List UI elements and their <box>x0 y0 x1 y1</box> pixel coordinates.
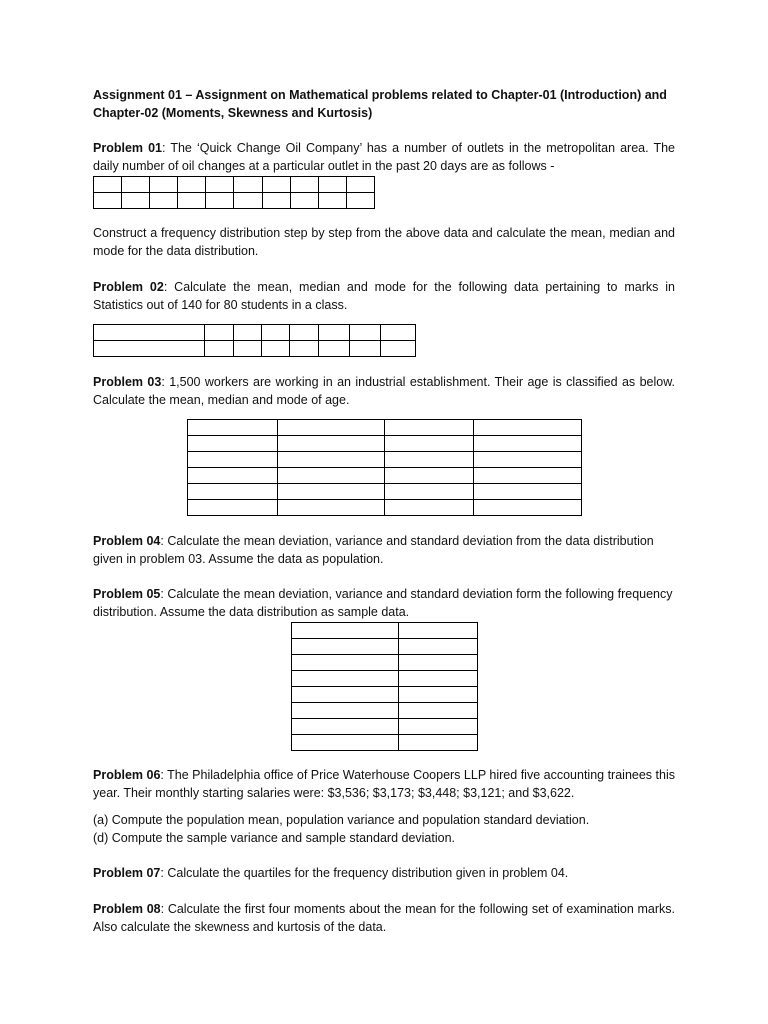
table-cell <box>399 687 478 703</box>
table-cell <box>381 341 416 357</box>
table-cell <box>474 452 582 468</box>
problem-08-label: Problem 08 <box>93 902 161 916</box>
table-row <box>188 500 582 516</box>
table-row <box>188 468 582 484</box>
table-cell <box>319 325 350 341</box>
table-cell <box>292 639 399 655</box>
table-cell <box>278 420 385 436</box>
problem-04 <box>93 533 675 568</box>
table-row <box>188 436 582 452</box>
table-cell <box>399 735 478 751</box>
table-row <box>292 671 478 687</box>
sample-frequency-table <box>291 622 478 751</box>
table-row <box>292 639 478 655</box>
problem-07-text: : Calculate the quartiles for the frequency distribution given in problem 04. <box>160 866 569 880</box>
problem-02-text: : Calculate the mean, median and mode for the following data pertaining to marks in Statistics out of 140 for 80 students in a class. <box>93 280 676 312</box>
table-cell <box>262 341 290 357</box>
table-cell <box>188 468 278 484</box>
table-cell <box>205 341 234 357</box>
table-row <box>292 687 478 703</box>
table-cell <box>278 468 385 484</box>
table-cell <box>318 193 346 209</box>
table-cell <box>290 193 318 209</box>
table-row <box>292 735 478 751</box>
table-row <box>292 655 478 671</box>
table-row <box>292 703 478 719</box>
table-cell <box>234 177 262 193</box>
table-row <box>94 177 375 193</box>
problem-07 <box>93 865 675 883</box>
table-cell <box>150 177 178 193</box>
table-cell <box>188 420 278 436</box>
table-cell <box>292 703 399 719</box>
problem-03-text: : 1,500 workers are working in an industrial establishment. Their age is classified as below. Calculate the mean, median and mode of age. <box>93 375 676 407</box>
table-cell <box>385 500 474 516</box>
table-row <box>188 452 582 468</box>
table-cell <box>262 177 290 193</box>
table-cell <box>292 735 399 751</box>
table-row <box>94 193 375 209</box>
table-cell <box>399 623 478 639</box>
problem-06-label: Problem 06 <box>93 768 161 782</box>
table-cell <box>385 468 474 484</box>
table-cell <box>178 177 206 193</box>
problem-02 <box>93 279 675 314</box>
table-cell <box>234 193 262 209</box>
table-row <box>188 484 582 500</box>
table-cell <box>290 325 319 341</box>
table-cell <box>474 468 582 484</box>
table-row <box>292 623 478 639</box>
problem-02-label: Problem 02 <box>93 280 164 294</box>
table-cell <box>381 325 416 341</box>
table-cell <box>292 719 399 735</box>
table-cell <box>318 177 346 193</box>
problem-04-label: Problem 04 <box>93 534 161 548</box>
table-cell <box>188 500 278 516</box>
table-cell <box>350 341 381 357</box>
age-table <box>187 419 582 516</box>
table-cell <box>262 193 290 209</box>
table-cell <box>262 325 290 341</box>
problem-04-text: : Calculate the mean deviation, variance and standard deviation from the data distribution given in problem 03. Assume the data as population. <box>93 534 654 566</box>
marks-table <box>93 324 416 357</box>
table-row <box>292 719 478 735</box>
table-cell <box>278 436 385 452</box>
table-cell <box>150 193 178 209</box>
problem-06-text: : The Philadelphia office of Price Waterhouse Coopers LLP hired five accounting trainees this year. Their monthly starting salaries were: $3,536; $3,173; $3,448; $3,121; and $3,622. <box>93 768 675 800</box>
table-cell <box>474 436 582 452</box>
table-row <box>94 325 416 341</box>
table-cell <box>399 703 478 719</box>
problem-05-label: Problem 05 <box>93 587 161 601</box>
assignment-heading <box>93 87 675 122</box>
table-cell <box>350 325 381 341</box>
table-cell <box>178 193 206 209</box>
assignment-heading-line1: Assignment 01 – Assignment on Mathematical problems related to Chapter-01 (Introduction) and <box>93 88 667 102</box>
table-cell <box>206 193 234 209</box>
table-cell <box>188 452 278 468</box>
problem-07-label: Problem 07 <box>93 866 161 880</box>
table-cell <box>234 325 262 341</box>
table-cell <box>292 623 399 639</box>
table-cell <box>94 341 205 357</box>
table-cell <box>278 452 385 468</box>
table-cell <box>399 671 478 687</box>
table-cell <box>206 177 234 193</box>
problem-03-label: Problem 03 <box>93 375 162 389</box>
problem-03 <box>93 374 675 409</box>
table-cell <box>385 436 474 452</box>
table-cell <box>319 341 350 357</box>
table-cell <box>292 655 399 671</box>
table-cell <box>399 639 478 655</box>
table-cell <box>399 655 478 671</box>
problem-05 <box>93 586 675 621</box>
problem-06-part-a: (a) Compute the population mean, population variance and population standard deviation. <box>93 813 590 827</box>
table-row <box>188 420 582 436</box>
table-cell <box>122 177 150 193</box>
table-cell <box>385 420 474 436</box>
table-cell <box>94 177 122 193</box>
table-cell <box>474 500 582 516</box>
problem-06-part-d: (d) Compute the sample variance and sample standard deviation. <box>93 831 456 845</box>
table-cell <box>385 484 474 500</box>
table-cell <box>290 177 318 193</box>
problem-01-followup: Construct a frequency distribution step by step from the above data and calculate the mean, median and mode for the data distribution. <box>93 226 675 258</box>
table-cell <box>292 687 399 703</box>
table-cell <box>234 341 262 357</box>
problem-08 <box>93 901 675 936</box>
table-cell <box>94 325 205 341</box>
oil-changes-table <box>93 176 375 209</box>
problem-05-text: : Calculate the mean deviation, variance and standard deviation form the following frequency distribution. Assume the data distribution as sample data. <box>93 587 673 619</box>
table-cell <box>290 341 319 357</box>
table-cell <box>188 484 278 500</box>
table-row <box>94 341 416 357</box>
table-cell <box>474 484 582 500</box>
table-cell <box>278 500 385 516</box>
table-cell <box>205 325 234 341</box>
table-cell <box>385 452 474 468</box>
problem-06 <box>93 767 675 802</box>
problem-08-text: : Calculate the first four moments about the mean for the following set of examination marks. Also calculate the skewness and kurtosis of the data. <box>93 902 675 934</box>
problem-01-text: : The ‘Quick Change Oil Company’ has a number of outlets in the metropolitan area. The daily number of oil changes at a particular outlet in the past 20 days are as follows - <box>93 141 675 173</box>
table-cell <box>188 436 278 452</box>
table-cell <box>278 484 385 500</box>
problem-01 <box>93 140 675 175</box>
table-cell <box>292 671 399 687</box>
table-cell <box>399 719 478 735</box>
table-cell <box>474 420 582 436</box>
assignment-heading-line2: Chapter-02 (Moments, Skewness and Kurtosis) <box>93 105 373 120</box>
problem-01-label: Problem 01 <box>93 141 162 155</box>
table-cell <box>94 193 122 209</box>
table-cell <box>346 177 374 193</box>
table-cell <box>346 193 374 209</box>
table-cell <box>122 193 150 209</box>
